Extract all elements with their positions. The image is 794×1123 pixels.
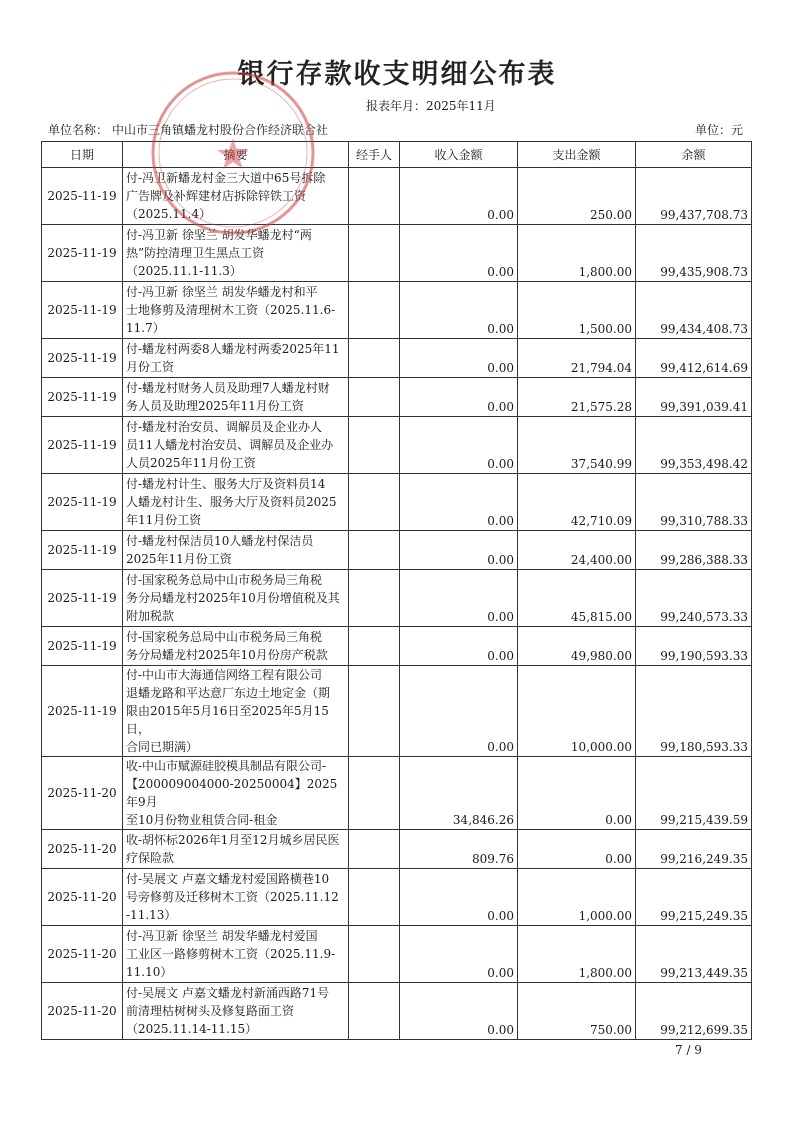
table-row [42,378,752,417]
row-handler [349,666,400,757]
row-handler [349,926,400,983]
summary-line: 退蟠龙路和平达意厂东边土地定金（期 [126,686,331,700]
row-income: 0.00 [400,225,518,282]
table-row [42,168,752,225]
summary-line: 付-冯卫新 徐坚兰 胡发华蟠龙村“两 [126,228,312,242]
row-expense: 250.00 [518,168,636,225]
summary-line: 务人员及助理2025年11月份工资 [126,399,304,413]
table-row [42,417,752,474]
row-income: 0.00 [400,282,518,339]
row-balance: 99,240,573.33 [636,570,752,627]
summary-line: （2025.11.1-11.3） [126,264,242,278]
table-row [42,282,752,339]
row-balance: 99,215,249.35 [636,869,752,926]
table-row [42,830,752,869]
summary-line: 收-胡怀标2026年1月至12月城乡居民医 [126,833,340,847]
summary-line: 付-冯卫新 徐坚兰 胡发华蟠龙村和平 [126,285,318,299]
summary-line: 人员2025年11月份工资 [126,456,256,470]
row-balance: 99,437,708.73 [636,168,752,225]
row-balance: 99,391,039.41 [636,378,752,417]
summary-line: 广告牌及补辉建材店拆除锌铁工资 [126,189,307,203]
row-summary [123,757,349,830]
table-row [42,869,752,926]
summary-line: 11.10） [126,965,173,979]
row-balance: 99,412,614.69 [636,339,752,378]
row-income: 0.00 [400,531,518,570]
row-expense: 1,800.00 [518,225,636,282]
row-summary [123,666,349,757]
summary-line: 号旁修剪及迁移树木工资（2025.11.12 [126,890,339,904]
row-balance: 99,216,249.35 [636,830,752,869]
summary-line: 工业区一路修剪树木工资（2025.11.9- [126,947,336,961]
row-date: 2025-11-19 [42,417,123,474]
summary-line: 务分局蟠龙村2025年10月份增值税及其 [126,591,340,605]
summary-line: 付-蟠龙村两委8人蟠龙村两委2025年11 [126,342,340,356]
row-date: 2025-11-19 [42,627,123,666]
row-income: 809.76 [400,830,518,869]
row-handler [349,168,400,225]
row-balance: 99,353,498.42 [636,417,752,474]
row-date: 2025-11-19 [42,570,123,627]
summary-line: 付-中山市大海通信网络工程有限公司 [126,668,323,682]
row-summary [123,570,349,627]
row-expense: 24,400.00 [518,531,636,570]
summary-line: 员11人蟠龙村治安员、调解员及企业办 [126,438,334,452]
summary-line: 付-蟠龙村治安员、调解员及企业办人 [126,420,323,434]
row-handler [349,474,400,531]
summary-line: 热”防控清理卫生黑点工资 [126,246,265,260]
table-row [42,627,752,666]
summary-line: （2025.11.14-11.15） [126,1022,258,1036]
summary-line: 付-蟠龙村保洁员10人蟠龙村保洁员 [126,534,314,548]
page-title: 银行存款收支明细公布表 [237,59,557,90]
row-handler [349,757,400,830]
row-income: 0.00 [400,627,518,666]
summary-line: 收-中山市赋源硅胶模具制品有限公司- [126,759,327,773]
row-summary [123,830,349,869]
unit-name-label: 单位名称： [48,123,109,137]
row-date: 2025-11-19 [42,225,123,282]
summary-line: 前清理枯树树头及修复路面工资 [126,1004,295,1018]
row-summary [123,983,349,1040]
row-expense: 1,000.00 [518,869,636,926]
header-income: 收入金额 [400,142,518,168]
row-date: 2025-11-19 [42,339,123,378]
row-date: 2025-11-20 [42,869,123,926]
table-row [42,225,752,282]
row-expense: 1,800.00 [518,926,636,983]
row-balance: 99,434,408.73 [636,282,752,339]
table-row [42,339,752,378]
summary-line: 付-蟠龙村计生、服务大厅及资料员14 [126,477,326,491]
summary-line: -11.13） [126,908,177,922]
row-handler [349,378,400,417]
row-balance: 99,190,593.33 [636,627,752,666]
row-income: 0.00 [400,378,518,417]
row-date: 2025-11-19 [42,282,123,339]
summary-line: 付-蟠龙村财务人员及助理7人蟠龙村财 [126,381,330,395]
summary-line: 付-吴展文 卢嘉文蟠龙村新涌西路71号 [126,986,330,1000]
table-row [42,531,752,570]
summary-line: 限由2015年5月16日至2025年5月15日， [126,704,329,736]
row-expense: 0.00 [518,757,636,830]
row-handler [349,869,400,926]
row-income: 0.00 [400,869,518,926]
row-income: 0.00 [400,417,518,474]
row-income: 0.00 [400,168,518,225]
summary-line: 付-国家税务总局中山市税务局三角税 [126,573,323,587]
row-date: 2025-11-19 [42,168,123,225]
summary-line: 付-冯卫新 徐坚兰 胡发华蟠龙村爱国 [126,929,318,943]
row-handler [349,339,400,378]
row-balance: 99,215,439.59 [636,757,752,830]
row-date: 2025-11-20 [42,983,123,1040]
row-date: 2025-11-19 [42,474,123,531]
row-expense: 42,710.09 [518,474,636,531]
row-handler [349,225,400,282]
row-expense: 750.00 [518,983,636,1040]
row-summary [123,627,349,666]
summary-line: 务分局蟠龙村2025年10月份房产税款 [126,648,328,662]
ledger-table [41,141,752,1040]
unit-name: 中山市三角镇蟠龙村股份合作经济联合社 [112,123,329,137]
row-summary [123,926,349,983]
report-period: 报表年月：2025年11月 [366,99,496,113]
header-date: 日期 [42,142,123,168]
row-handler [349,417,400,474]
header-handler: 经手人 [349,142,400,168]
currency-unit: 单位：元 [694,123,743,137]
summary-line: 士地修剪及清理树木工资（2025.11.6- [126,303,336,317]
summary-line: 附加税款 [126,609,175,623]
summary-line: 2025年11月份工资 [126,552,232,566]
row-summary [123,531,349,570]
row-income: 34,846.26 [400,757,518,830]
row-summary [123,339,349,378]
table-row [42,570,752,627]
summary-line: 至10月份物业租赁合同-租金 [126,813,278,827]
page-number: 7 / 9 [675,1043,702,1057]
table-row [42,983,752,1040]
summary-line: 付-冯卫新蟠龙村金三大道中65号拆除 [126,171,326,185]
row-handler [349,531,400,570]
row-handler [349,983,400,1040]
summary-line: 年11月份工资 [126,513,202,527]
summary-line: 付-吴展文 卢嘉文蟠龙村爱国路横巷10 [126,872,330,886]
row-date: 2025-11-19 [42,531,123,570]
summary-line: 疗保险款 [126,851,175,865]
summary-line: 11.7） [126,321,165,335]
row-balance: 99,435,908.73 [636,225,752,282]
table-row [42,926,752,983]
row-summary [123,282,349,339]
row-income: 0.00 [400,474,518,531]
summary-line: 人蟠龙村计生、服务大厅及资料员2025 [126,495,337,509]
table-row [42,474,752,531]
row-expense: 0.00 [518,830,636,869]
row-income: 0.00 [400,570,518,627]
row-expense: 45,815.00 [518,570,636,627]
row-handler [349,282,400,339]
row-date: 2025-11-19 [42,666,123,757]
row-date: 2025-11-20 [42,830,123,869]
row-date: 2025-11-20 [42,757,123,830]
summary-line: 付-国家税务总局中山市税务局三角税 [126,630,323,644]
row-balance: 99,213,449.35 [636,926,752,983]
row-handler [349,830,400,869]
row-balance: 99,310,788.33 [636,474,752,531]
table-row [42,666,752,757]
row-income: 0.00 [400,339,518,378]
row-balance: 99,286,388.33 [636,531,752,570]
summary-line: （2025.11.4） [126,207,212,221]
summary-line: 【200009004000-20250004】2025年9月 [126,777,338,809]
row-summary [123,378,349,417]
header-expense: 支出金额 [518,142,636,168]
row-handler [349,570,400,627]
row-income: 0.00 [400,666,518,757]
row-income: 0.00 [400,983,518,1040]
row-summary [123,225,349,282]
header-balance: 余额 [636,142,752,168]
table-header-row [42,142,752,168]
row-balance: 99,180,593.33 [636,666,752,757]
row-expense: 1,500.00 [518,282,636,339]
header-summary: 摘要 [123,142,349,168]
summary-line: 合同已期满） [126,740,199,754]
row-expense: 21,575.28 [518,378,636,417]
row-summary [123,869,349,926]
row-handler [349,627,400,666]
row-expense: 21,794.04 [518,339,636,378]
row-balance: 99,212,699.35 [636,983,752,1040]
row-summary [123,168,349,225]
row-income: 0.00 [400,926,518,983]
row-expense: 10,000.00 [518,666,636,757]
table-row [42,757,752,830]
row-expense: 49,980.00 [518,627,636,666]
row-date: 2025-11-20 [42,926,123,983]
row-date: 2025-11-19 [42,378,123,417]
summary-line: 月份工资 [126,360,175,374]
row-expense: 37,540.99 [518,417,636,474]
row-summary [123,474,349,531]
row-summary [123,417,349,474]
